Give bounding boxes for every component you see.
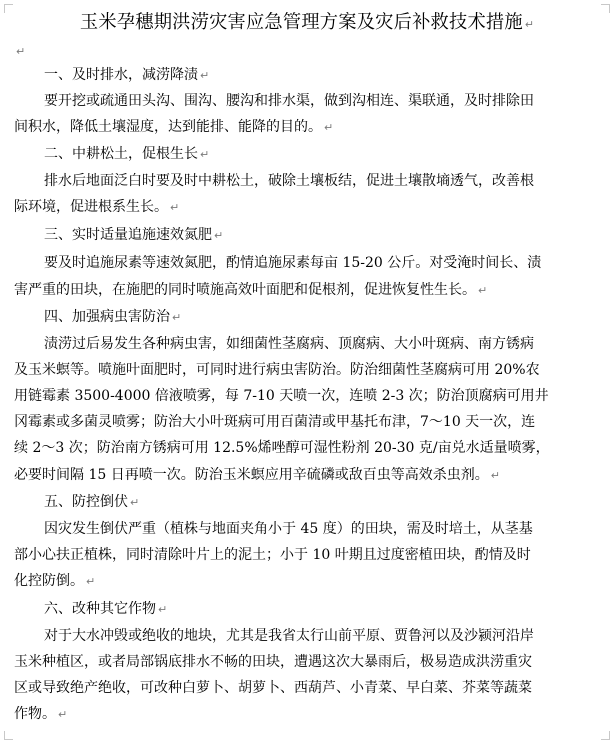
section-heading: 三、实时适量追施速效氮肥 ↵ [44, 227, 224, 243]
section-heading: 五、防控倒伏 ↵ [44, 494, 140, 510]
paragraph-mark-icon: ↵ [490, 469, 500, 482]
paragraph-mark-icon: ↵ [524, 18, 535, 31]
paragraph-mark-icon: ↵ [86, 575, 96, 588]
paragraph-mark-icon: ↵ [130, 496, 140, 509]
paragraph-mark-icon: ↵ [324, 121, 334, 134]
body-line: 对于大水冲毁或绝收的地块，尤其是我省太行山前平原、贾鲁河以及沙颍河沿岸 [44, 628, 534, 644]
body-line: 区或导致绝产绝收，可改种白萝卜、胡萝卜、西葫芦、小青菜、早白菜、芥菜等蔬菜 [14, 680, 532, 696]
body-line: 要及时追施尿素等速效氮肥，酌情追施尿素每亩 15-20 公斤。对受淹时间长、渍 [44, 255, 542, 271]
body-line: 际环境，促进根系生长。 ↵ [14, 199, 180, 215]
body-line: 间积水，降低土壤湿度，达到能排、能降的目的。 ↵ [14, 119, 334, 135]
page-corner-mark [601, 731, 610, 740]
paragraph-mark-icon: ↵ [170, 201, 180, 214]
paragraph-mark-icon: ↵ [158, 603, 168, 616]
body-line: 及玉米螟等。喷施叶面肥时，可同时进行病虫害防治。防治细菌性茎腐病可用 20%农 [14, 362, 540, 378]
paragraph-mark-icon: ↵ [58, 708, 68, 721]
paragraph-mark-icon: ↵ [16, 45, 26, 58]
body-line: 化控防倒。 ↵ [14, 573, 96, 589]
paragraph-mark-icon: ↵ [478, 284, 488, 297]
paragraph-mark-icon: ↵ [214, 229, 224, 242]
body-line: 玉米种植区，或者局部锅底排水不畅的田块，遭遇这次大暴雨后，极易造成洪涝重灾 [14, 654, 532, 670]
section-heading: 一、及时排水，减涝降渍 ↵ [44, 67, 210, 83]
body-line: 要开挖或疏通田头沟、围沟、腰沟和排水渠，做到沟相连、渠联通，及时排除田 [44, 93, 534, 109]
section-heading: 四、加强病虫害防治 ↵ [44, 309, 182, 325]
section-heading: 六、改种其它作物 ↵ [44, 601, 168, 617]
body-line: 排水后地面泛白时要及时中耕松土，破除土壤板结，促进土壤散墒透气，改善根 [44, 173, 534, 189]
body-line: 因灾发生倒伏严重（植株与地面夹角小于 45 度）的田块，需及时培土，从茎基 [44, 521, 533, 537]
empty-paragraph [14, 40, 25, 63]
body-line: 渍涝过后易发生各种病虫害，如细菌性茎腐病、顶腐病、大小叶斑病、南方锈病 [44, 336, 534, 352]
body-line: 必要时间隔 15 日再喷一次。防治玉米螟应用辛硫磷或敌百虫等高效杀虫剂。 ↵ [14, 467, 500, 483]
paragraph-mark-icon: ↵ [172, 311, 182, 324]
section-heading: 二、中耕松土，促根生长 ↵ [44, 146, 210, 162]
body-line: 用链霉素 3500-4000 倍液喷雾，每 7-10 天喷一次，连喷 2-3 次；防治顶腐病可用井 [14, 388, 549, 404]
body-line: 续 2～3 次；防治南方锈病可用 12.5%烯唑醇可湿性粉剂 20-30 克/亩兑水适量喷雾， [14, 440, 550, 456]
page-corner-mark [4, 731, 13, 740]
body-line: 作物。 ↵ [14, 706, 68, 722]
body-line: 冈霉素或多菌灵喷雾；防治大小叶斑病可用百菌清或甲基托布津，7～10 天一次，连 [14, 414, 536, 430]
body-line: 害严重的田块，在施肥的同时喷施高效叶面肥和促根剂，促进恢复性生长。 ↵ [14, 282, 488, 298]
body-line: 部小心扶正植株，同时清除叶片上的泥土；小于 10 叶期且过度密植田块，酌情及时 [14, 547, 531, 563]
paragraph-mark-icon: ↵ [200, 148, 210, 161]
document-title: 玉米孕穗期洪涝灾害应急管理方案及灾后补救技术措施 ↵ [79, 12, 535, 33]
paragraph-mark-icon: ↵ [200, 69, 210, 82]
